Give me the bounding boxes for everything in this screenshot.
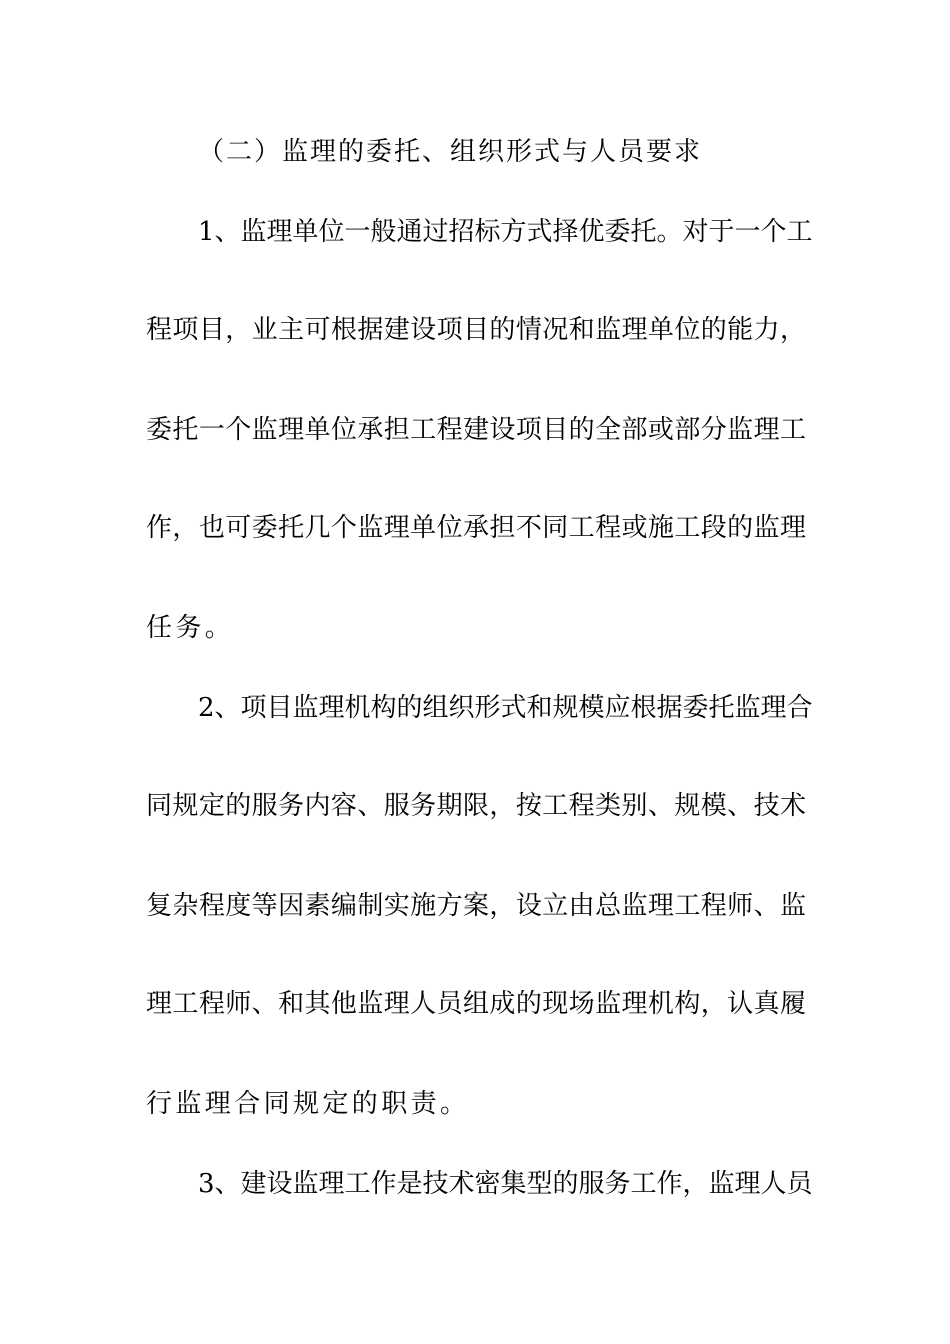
paragraph-line: 委托一个监理单位承担工程建设项目的全部或部分监理工 bbox=[146, 415, 806, 445]
paragraph-line: 2、项目监理机构的组织形式和规模应根据委托监理合 bbox=[198, 693, 813, 723]
paragraph-line: 理工程师、和其他监理人员组成的现场监理机构，认真履 bbox=[146, 989, 806, 1019]
paragraph-line: 作，也可委托几个监理单位承担不同工程或施工段的监理 bbox=[146, 513, 806, 543]
paragraph-line: 1、监理单位一般通过招标方式择优委托。对于一个工 bbox=[198, 217, 813, 247]
paragraph-line: 复杂程度等因素编制实施方案，设立由总监理工程师、监 bbox=[146, 891, 806, 921]
section-heading: （二）监理的委托、组织形式与人员要求 bbox=[198, 137, 703, 167]
paragraph-line: 程项目，业主可根据建设项目的情况和监理单位的能力， bbox=[146, 315, 806, 345]
paragraph-line: 3、建设监理工作是技术密集型的服务工作，监理人员 bbox=[198, 1169, 813, 1199]
paragraph-line: 行监理合同规定的职责。 bbox=[146, 1089, 470, 1119]
paragraph-line: 同规定的服务内容、服务期限，按工程类别、规模、技术 bbox=[146, 791, 806, 821]
paragraph-line: 任务。 bbox=[146, 613, 235, 643]
